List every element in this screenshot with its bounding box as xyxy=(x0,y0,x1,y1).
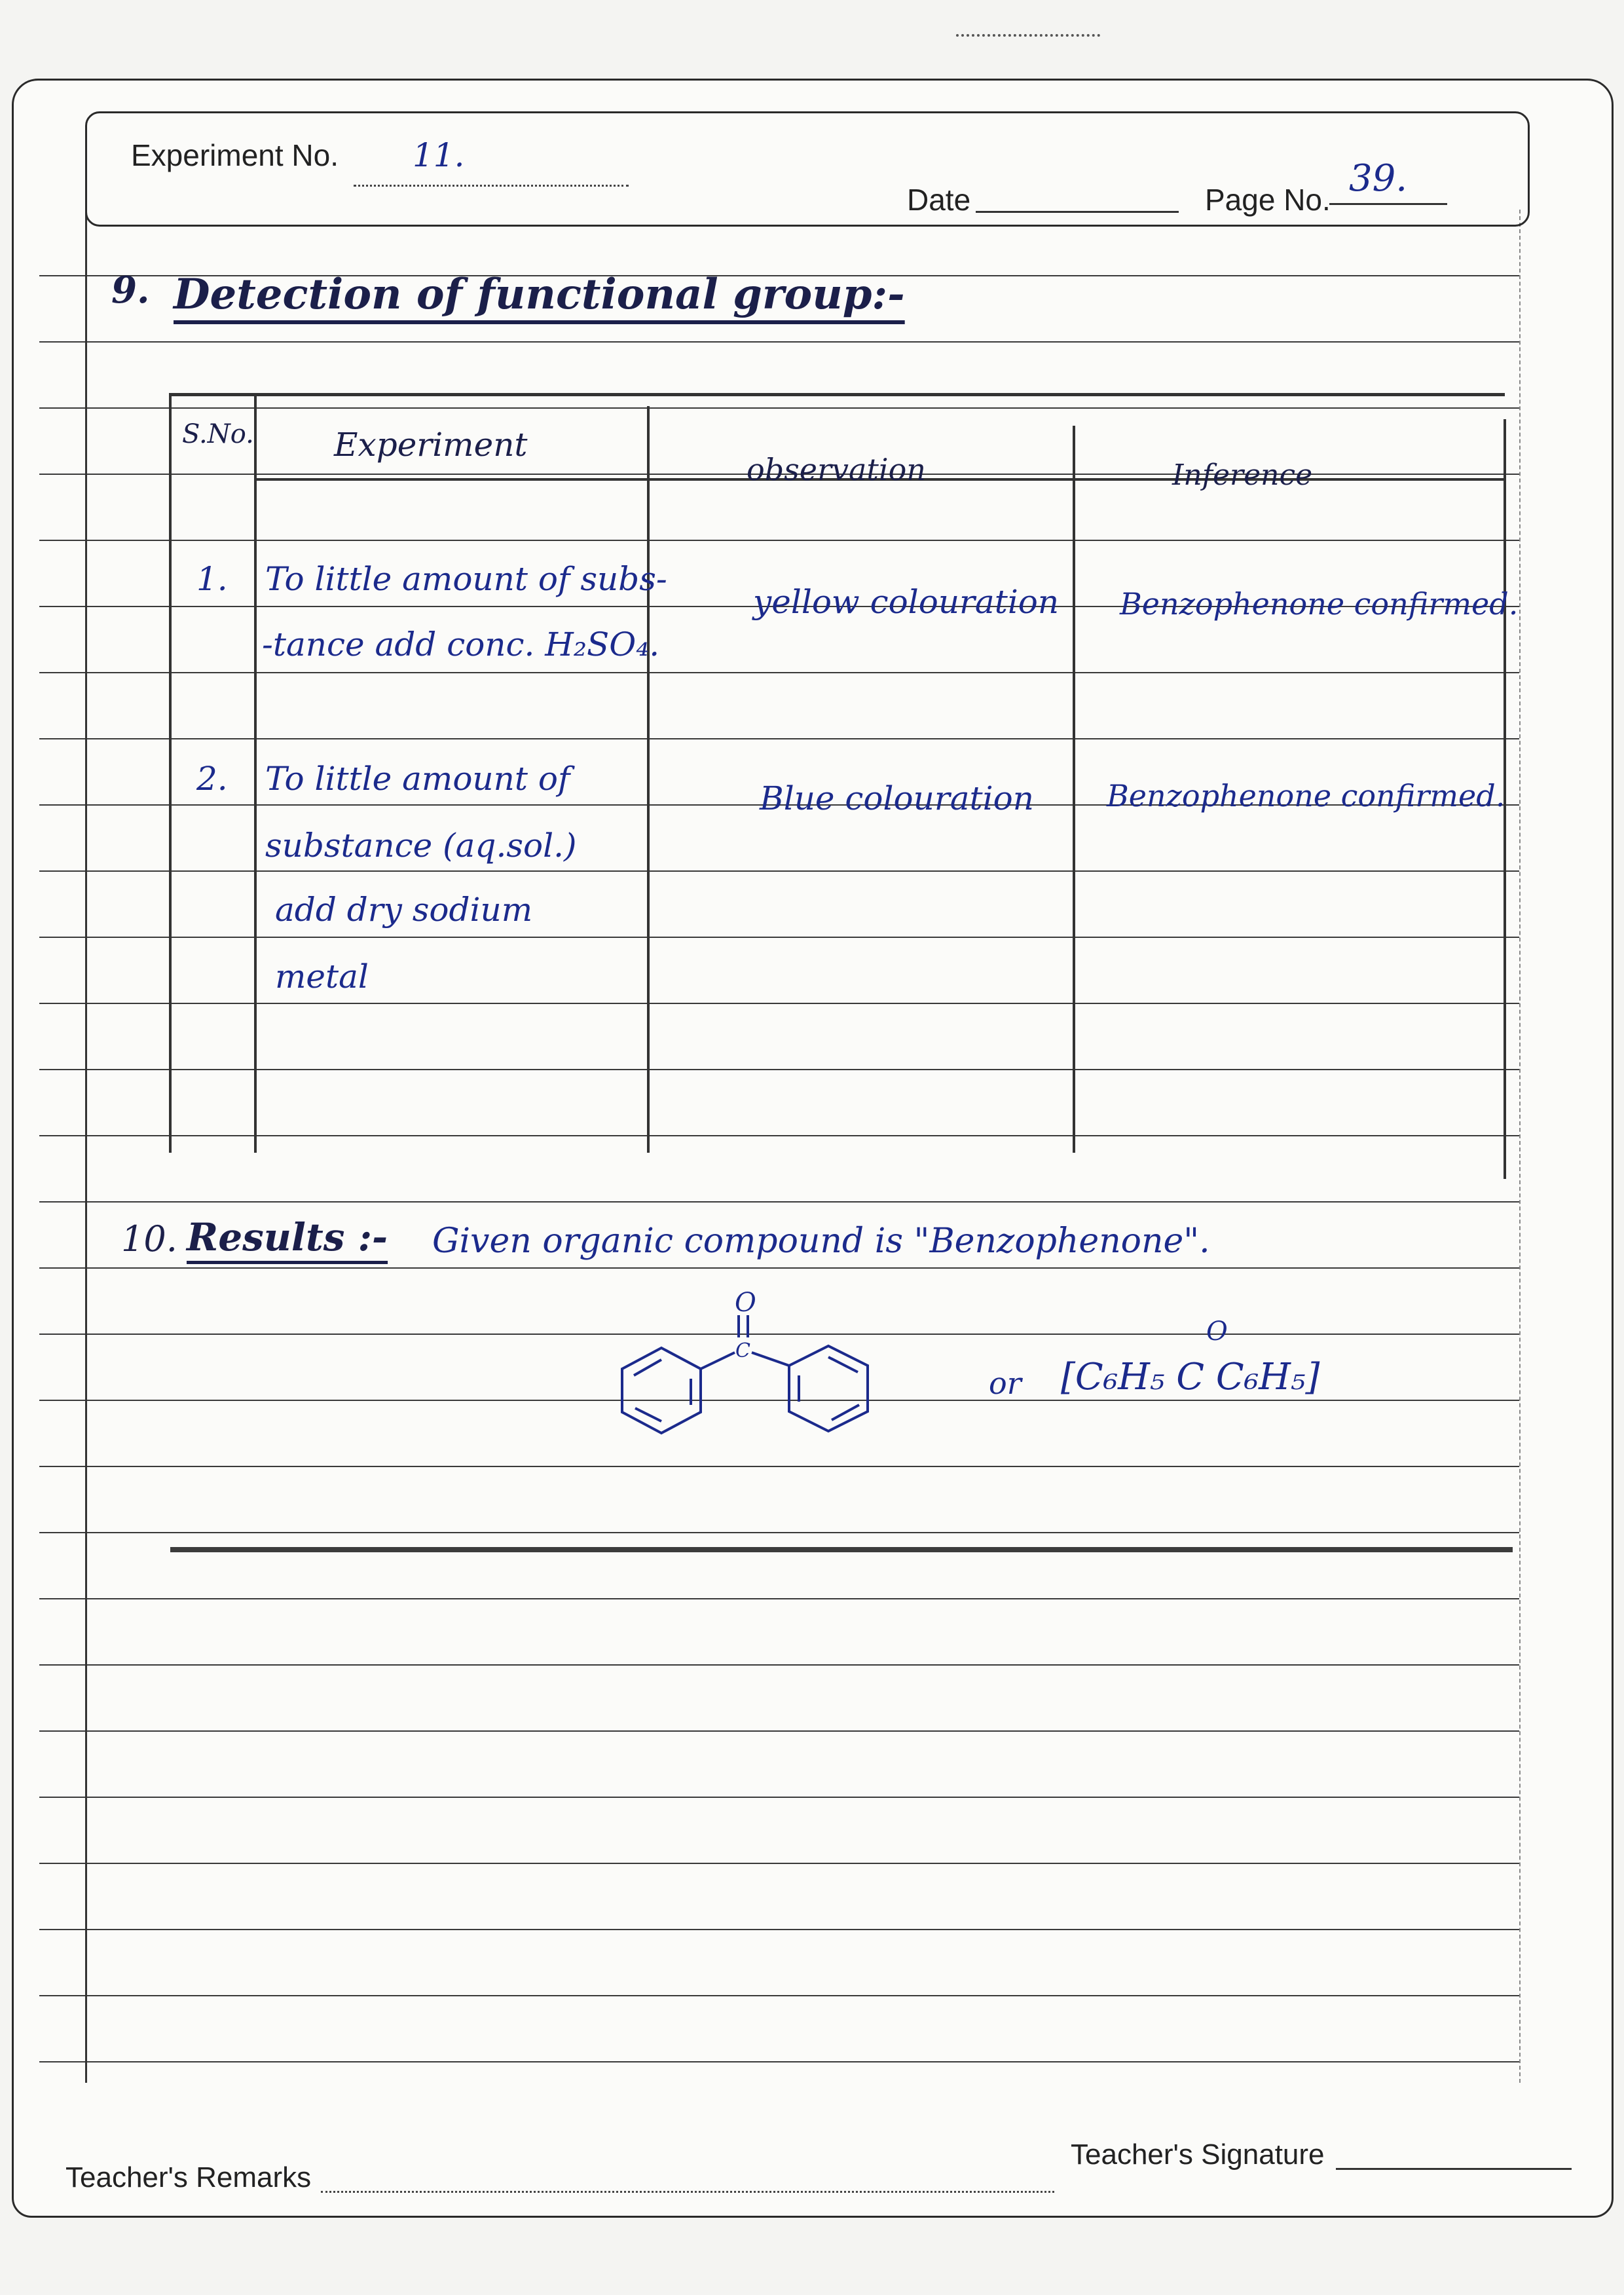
ruled-line xyxy=(39,1797,1519,1798)
row-1-sno: 1. xyxy=(196,560,228,598)
row-2-experiment-line-1: To little amount of xyxy=(265,760,570,798)
ruled-line xyxy=(39,1069,1519,1070)
carbonyl-carbon-label: C xyxy=(735,1339,750,1362)
table-left-border xyxy=(169,393,172,1153)
header-observation: observation xyxy=(747,452,926,487)
carbonyl-oxygen-label: O xyxy=(735,1288,756,1318)
left-ring-inner-bond-3 xyxy=(635,1408,661,1421)
ruled-line xyxy=(39,1929,1519,1930)
formula-oxygen: O xyxy=(1206,1316,1228,1347)
row-2-experiment-line-3: add dry sodium xyxy=(275,891,533,929)
ruled-line xyxy=(39,1201,1519,1203)
left-ring-inner-bond-1 xyxy=(634,1360,661,1375)
remarks-dotted-line xyxy=(321,2191,1054,2193)
header-experiment: Experiment xyxy=(334,426,528,464)
row-1-observation: yellow colouration xyxy=(753,583,1060,621)
row-1-inference: Benzophenone confirmed. xyxy=(1120,586,1519,622)
ruled-line xyxy=(39,672,1519,673)
ruled-line xyxy=(39,1730,1519,1732)
heavy-divider-rule xyxy=(170,1547,1513,1552)
or-label: or xyxy=(989,1366,1022,1401)
signature-line xyxy=(1336,2168,1572,2170)
experiment-value: 11. xyxy=(413,136,465,174)
table-col-observation-divider xyxy=(1073,426,1075,1153)
row-2-experiment-line-4: metal xyxy=(275,958,369,996)
section-10-number: 10. xyxy=(121,1218,177,1259)
teachers-remarks-label: Teacher's Remarks xyxy=(65,2161,312,2193)
left-ring-to-carbonyl-bond xyxy=(701,1353,735,1369)
right-margin-line xyxy=(1519,210,1521,2083)
date-label: Date xyxy=(907,183,971,217)
ruled-line xyxy=(39,407,1519,409)
row-1-experiment-line-1: To little amount of subs- xyxy=(265,560,667,598)
section-10-title: Results :- xyxy=(187,1215,388,1259)
left-margin-line xyxy=(85,210,87,2083)
ruled-line xyxy=(39,937,1519,938)
table-top-border xyxy=(169,393,1505,396)
notebook-page xyxy=(12,79,1614,2218)
ruled-line xyxy=(39,1995,1519,1996)
ruled-line xyxy=(39,2061,1519,2062)
ruled-line xyxy=(39,540,1519,541)
header-sno: S.No. xyxy=(182,419,254,449)
ruled-line xyxy=(39,1532,1519,1533)
benzophenone-structure xyxy=(563,1284,930,1480)
row-2-sno: 2. xyxy=(196,760,228,798)
table-col-sno-divider xyxy=(254,393,257,1153)
experiment-dotted-line xyxy=(354,185,629,187)
page-value: 39. xyxy=(1349,157,1408,200)
ruled-line xyxy=(39,1664,1519,1666)
page-label: Page No. xyxy=(1205,183,1331,217)
top-edge-mark xyxy=(956,34,1100,39)
row-2-inference: Benzophenone confirmed. xyxy=(1107,778,1505,813)
experiment-label: Experiment No. xyxy=(131,138,339,172)
right-benzene-ring xyxy=(789,1346,868,1431)
ruled-line xyxy=(39,870,1519,872)
ruled-line xyxy=(39,1135,1519,1136)
formula: [C₆H₅ C C₆H₅] xyxy=(1061,1356,1320,1398)
results-text: Given organic compound is "Benzophenone". xyxy=(432,1222,1210,1261)
ruled-line xyxy=(39,738,1519,739)
teachers-signature-label: Teacher's Signature xyxy=(1071,2138,1325,2171)
ruled-line xyxy=(39,341,1519,343)
section-9-number: 9. xyxy=(111,269,150,312)
table-col-experiment-divider xyxy=(647,406,650,1153)
row-1-experiment-line-2: -tance add conc. H₂SO₄. xyxy=(262,625,660,663)
section-9-title: Detection of functional group:- xyxy=(174,270,905,319)
date-line xyxy=(976,211,1179,213)
ruled-line xyxy=(39,1863,1519,1864)
header-inference: Inference xyxy=(1172,458,1313,492)
page-line xyxy=(1329,203,1447,205)
row-2-experiment-line-2: substance (aq.sol.) xyxy=(265,827,577,865)
row-2-observation: Blue colouration xyxy=(760,779,1034,817)
ruled-line xyxy=(39,1267,1519,1269)
ruled-line xyxy=(39,1598,1519,1599)
ruled-line xyxy=(39,1003,1519,1004)
carbonyl-to-right-ring-bond xyxy=(752,1353,789,1366)
